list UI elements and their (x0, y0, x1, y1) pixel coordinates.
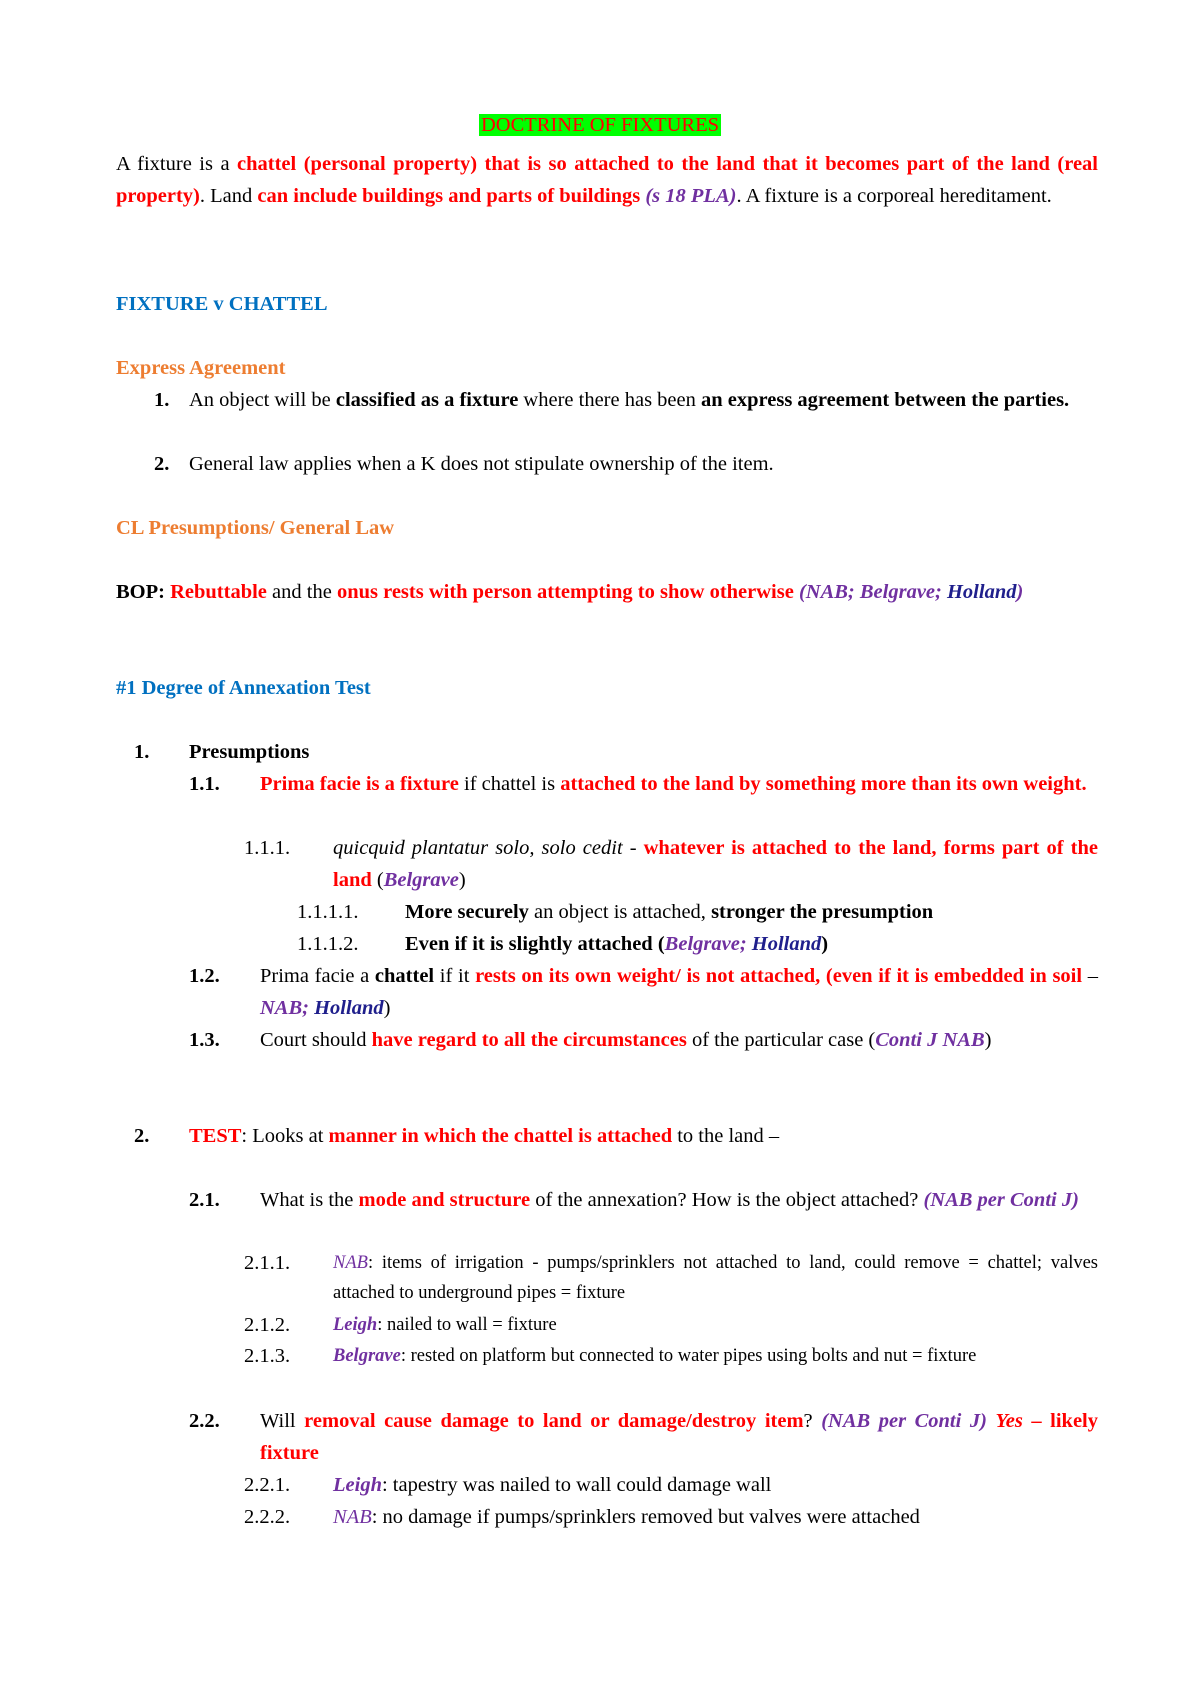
case-citation: Belgrave (333, 1346, 401, 1366)
case-citation: (NAB; Belgrave; (798, 581, 947, 603)
case-citation: NAB; (260, 997, 315, 1019)
text: of the annexation? How is the object attached? (530, 1189, 924, 1211)
text: ) (458, 869, 466, 891)
case-citation: NAB (333, 1253, 368, 1273)
red-text: have regard to all the circumstances (371, 1029, 687, 1051)
text: – (1082, 965, 1098, 987)
list-text (260, 1184, 1098, 1216)
text: Court should (260, 1029, 372, 1051)
text: : tapestry was nailed to wall could damage wall (381, 1474, 772, 1496)
bold-text: Even if it is slightly attached (405, 933, 653, 955)
list-text (333, 1469, 1098, 1501)
bop-label: BOP: (116, 581, 165, 603)
bold-text: stronger the presumption (711, 901, 934, 923)
red-text: whatever is attached to the land, forms part of the land (333, 837, 1098, 891)
text: ( (371, 869, 384, 891)
list-text (405, 896, 1098, 928)
heading-cl-presumptions: CL Presumptions/ General Law (116, 517, 395, 539)
text: : no damage if pumps/sprinklers removed but valves were attached (371, 1506, 920, 1528)
text: : rested on platform but connected to water pipes using bolts and nut = fixture (400, 1346, 977, 1366)
list-number: 1.1.1.1. (297, 901, 359, 923)
list-number: 2.2.2. (244, 1506, 291, 1528)
red-text: rests on its own weight/ is not attached, (even if it is embedded in soil (475, 965, 1083, 987)
intro-text: . A fixture is a corporeal hereditament. (736, 185, 1052, 207)
text: Prima facie a (260, 965, 375, 987)
text: to the land – (672, 1125, 780, 1147)
case-citation: Holland (751, 933, 822, 955)
red-text: attached to the land by something more than its own weight. (560, 773, 1087, 795)
list-text (189, 1120, 1098, 1152)
text: An object will be (189, 389, 336, 411)
list-text: General law applies when a K does not stipulate ownership of the item. (189, 453, 774, 475)
list-text (333, 832, 1098, 896)
list-number: 2.1.2. (244, 1314, 291, 1336)
list-text (260, 1405, 1098, 1469)
heading-fixture-v-chattel: FIXTURE v CHATTEL (116, 293, 328, 315)
text: Will (260, 1410, 305, 1432)
red-text: Prima facie is a fixture (260, 773, 459, 795)
heading-degree-of-annexation: #1 Degree of Annexation Test (116, 677, 371, 699)
heading-express-agreement: Express Agreement (116, 357, 286, 379)
case-citation: Leigh (333, 1315, 378, 1335)
list-text (333, 1501, 1098, 1533)
list-text (333, 1341, 1098, 1371)
intro-text: . Land (199, 185, 258, 207)
list-number: 1.2. (189, 965, 220, 987)
list-number: 1.1.1. (244, 837, 291, 859)
list-text (333, 1248, 1098, 1308)
list-number: 1.1. (189, 773, 220, 795)
text: : items of irrigation - pumps/sprinklers not attached to land, could remove = chattel; valves attached to underground pipes = fixture (333, 1253, 1098, 1303)
text: an object is attached, (528, 901, 712, 923)
case-citation: Holland (946, 581, 1017, 603)
text: : Looks at (241, 1125, 329, 1147)
case-citation: (NAB per Conti J) (923, 1189, 1079, 1211)
case-citation: NAB (333, 1506, 372, 1528)
list-text (405, 928, 1098, 960)
list-number: 1.3. (189, 1029, 220, 1051)
list-text (260, 1024, 1098, 1056)
list-number: 2. (134, 1125, 150, 1147)
case-citation: (NAB per Conti J) (821, 1410, 987, 1432)
intro-paragraph (116, 148, 1098, 212)
text: where there has been (518, 389, 701, 411)
intro-text: A fixture is a (116, 153, 238, 175)
bold-text: More securely (405, 901, 529, 923)
red-text: TEST (189, 1125, 242, 1147)
document-title: DOCTRINE OF FIXTURES (480, 114, 720, 136)
red-text: onus rests with person attempting to show otherwise (336, 581, 794, 603)
list-number: 1. (134, 741, 150, 763)
red-text: – likely fixture (260, 1410, 1098, 1464)
text: : nailed to wall = fixture (377, 1315, 557, 1335)
list-number: 2.1.3. (244, 1345, 291, 1367)
list-number: 2.2. (189, 1410, 220, 1432)
bop-paragraph (116, 576, 1098, 608)
text: of the particular case ( (686, 1029, 876, 1051)
red-text: Yes (995, 1410, 1023, 1432)
intro-citation: (s 18 PLA) (645, 185, 737, 207)
bold-text: an express agreement between the parties. (701, 389, 1070, 411)
list-text (333, 1310, 1098, 1340)
list-number: 2.1. (189, 1189, 220, 1211)
latin-maxim: quicquid plantatur solo, solo cedit (333, 837, 623, 859)
red-text: Rebuttable (170, 581, 267, 603)
list-number: 1. (154, 389, 170, 411)
intro-definition: chattel (personal property) that is so attached to the land that it becomes part of the land (real property) (116, 153, 1098, 207)
case-citation: Belgrave (383, 869, 459, 891)
text: - (622, 837, 644, 859)
red-text: removal cause damage to land or damage/destroy item (304, 1410, 804, 1432)
text: What is the (260, 1189, 359, 1211)
list-text (189, 384, 1098, 416)
bold-text: ( (652, 933, 665, 955)
case-citation: Leigh (333, 1474, 382, 1496)
text: ) (984, 1029, 992, 1051)
list-number: 2. (154, 453, 170, 475)
text: ? (803, 1410, 822, 1432)
case-citation: Conti J NAB (875, 1029, 985, 1051)
list-number: 2.1.1. (244, 1252, 291, 1274)
list-number: 1.1.1.2. (297, 933, 359, 955)
list-text (260, 960, 1098, 1024)
list-text: Presumptions (189, 741, 310, 763)
title-line (0, 114, 1200, 137)
intro-land-scope: can include buildings and parts of buildings (257, 185, 641, 207)
text: ) (383, 997, 391, 1019)
text: if chattel is (458, 773, 561, 795)
red-text: mode and structure (358, 1189, 531, 1211)
case-citation: Holland (314, 997, 384, 1019)
text: if it (434, 965, 476, 987)
case-citation: ) (1016, 581, 1024, 603)
bold-text: classified as a fixture (335, 389, 519, 411)
case-citation: Belgrave; (664, 933, 752, 955)
list-text (260, 768, 1098, 800)
bold-text: chattel (374, 965, 435, 987)
list-number: 2.2.1. (244, 1474, 291, 1496)
bold-text: ) (821, 933, 829, 955)
text: and the (266, 581, 337, 603)
red-text: manner in which the chattel is attached (328, 1125, 673, 1147)
